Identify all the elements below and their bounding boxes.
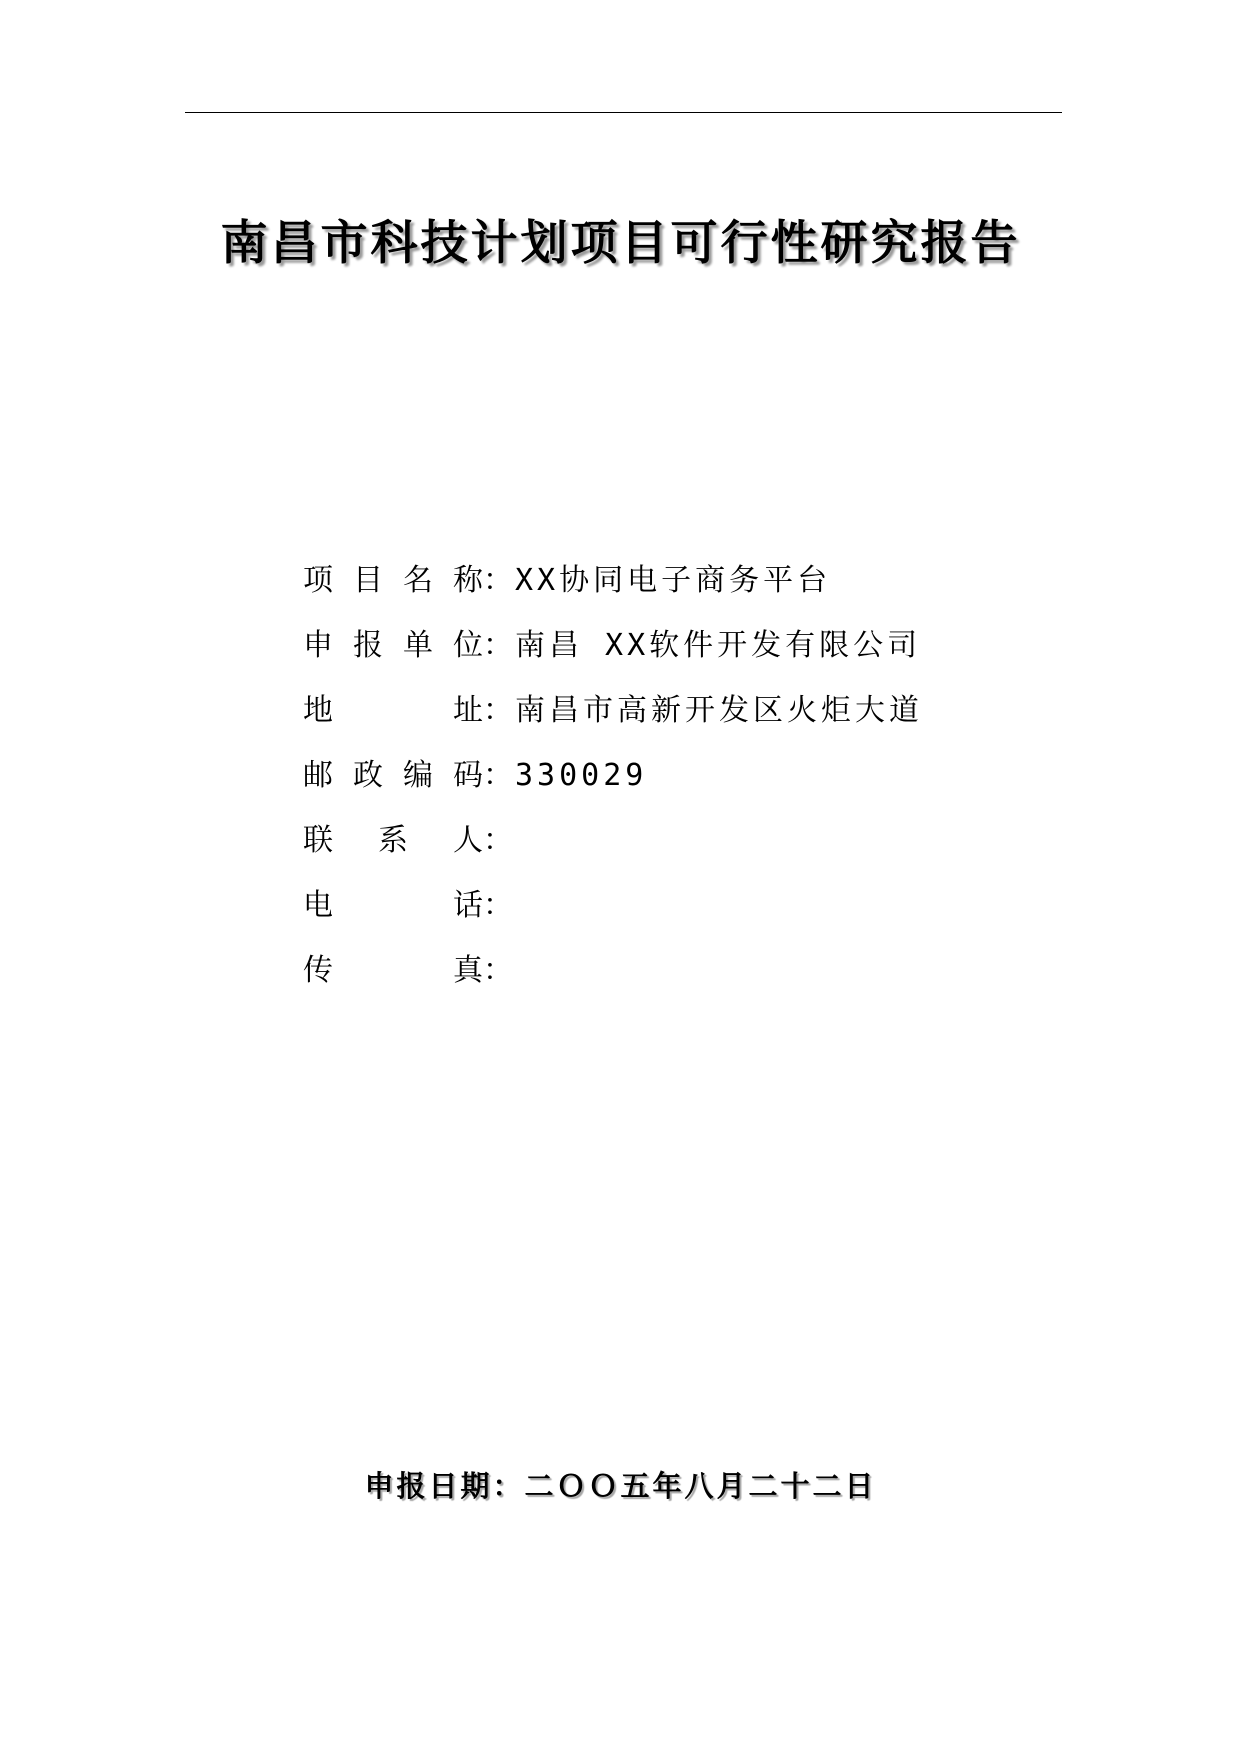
label-char: 邮 (303, 757, 333, 793)
label-char: 地 (303, 692, 333, 728)
label-char: 传 (303, 952, 333, 988)
field-colon: ： (483, 692, 513, 728)
application-date: 申报日期：二ＯＯ五年八月二十二日 (364, 1469, 877, 1503)
label-char: 编 (403, 757, 433, 793)
label-char: 称 (453, 562, 483, 598)
field-row-phone (303, 873, 923, 938)
label-char: 单 (403, 627, 433, 663)
field-row-postcode (303, 743, 923, 808)
label-char: 电 (303, 887, 333, 923)
cover-info-fields (303, 548, 923, 1003)
field-colon: ： (483, 952, 513, 988)
field-colon: ： (483, 887, 513, 923)
field-row-fax (303, 938, 923, 1003)
label-char: 系 (378, 822, 408, 858)
field-colon: ： (483, 822, 513, 858)
field-value-project-name: XX协同电子商务平台 (515, 562, 832, 598)
label-char: 报 (353, 627, 383, 663)
label-char: 址 (453, 692, 483, 728)
field-colon: ： (483, 627, 513, 663)
label-char: 政 (353, 757, 383, 793)
field-value-applicant: 南昌 XX软件开发有限公司 (515, 627, 922, 663)
field-label-contact (303, 823, 483, 859)
field-row-contact (303, 808, 923, 873)
field-label-address (303, 693, 483, 729)
label-char: 联 (303, 822, 333, 858)
label-char: 目 (353, 562, 383, 598)
field-colon: ： (483, 757, 513, 793)
field-row-address (303, 678, 923, 743)
label-char: 项 (303, 562, 333, 598)
label-char: 位 (453, 627, 483, 663)
header-rule (185, 112, 1062, 113)
label-char: 申 (303, 627, 333, 663)
field-colon: ： (483, 562, 513, 598)
label-char: 人 (453, 822, 483, 858)
field-value-address: 南昌市高新开发区火炬大道 (515, 692, 923, 728)
field-value-postcode: 330029 (515, 757, 648, 793)
field-label-postcode (303, 758, 483, 794)
field-row-project-name (303, 548, 923, 613)
label-char: 真 (453, 952, 483, 988)
label-char: 名 (403, 562, 433, 598)
document-title: 南昌市科技计划项目可行性研究报告 (220, 216, 1021, 271)
field-label-project-name (303, 563, 483, 599)
label-char: 码 (453, 757, 483, 793)
field-label-phone (303, 888, 483, 924)
field-label-fax (303, 953, 483, 989)
field-row-applicant (303, 613, 923, 678)
label-char: 话 (453, 887, 483, 923)
field-label-applicant (303, 628, 483, 664)
